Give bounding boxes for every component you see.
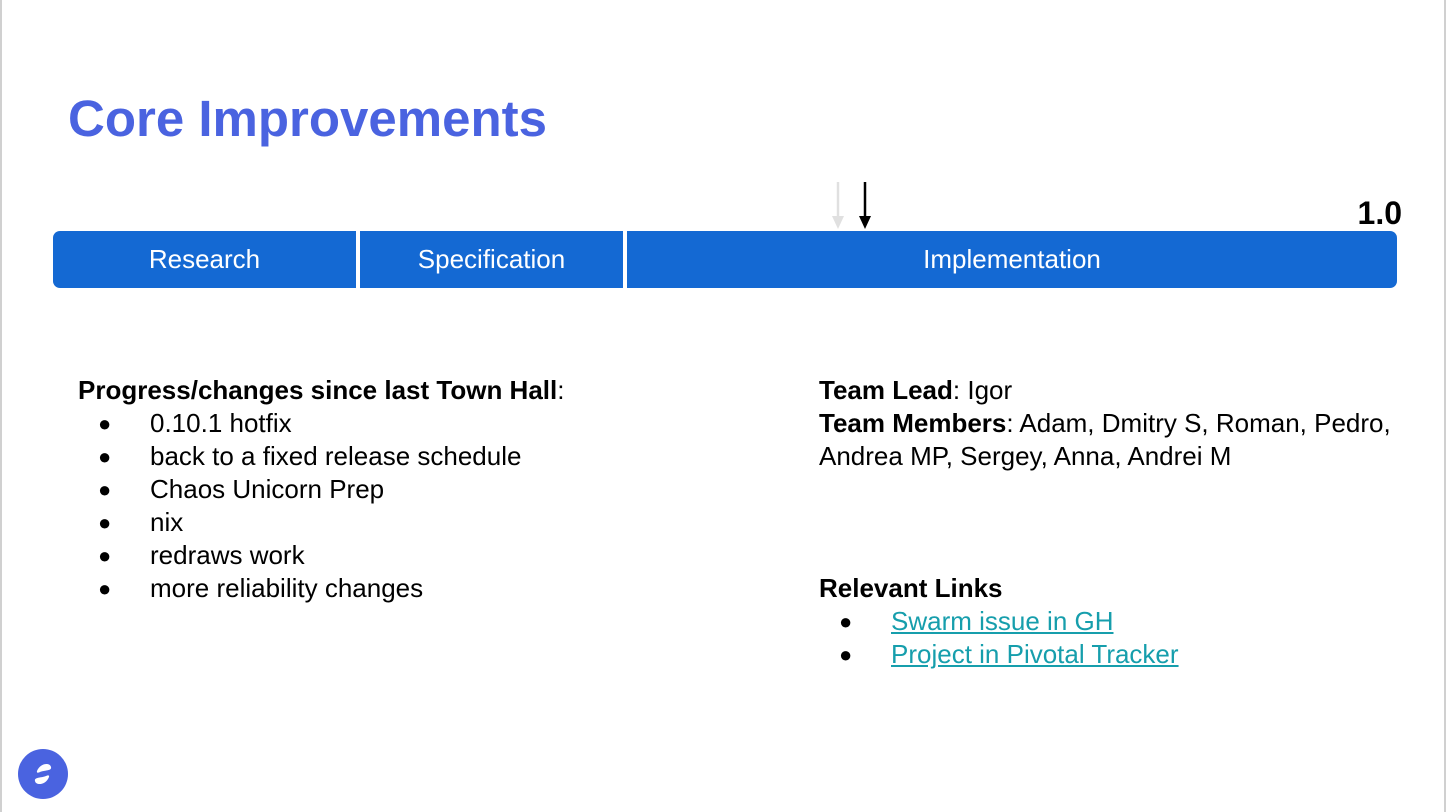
team-members	[819, 407, 1419, 473]
list-item	[78, 506, 758, 539]
previous-position-arrow-icon	[830, 182, 846, 230]
bullet-icon: ●	[98, 411, 112, 436]
list-item	[819, 605, 1419, 638]
list-item-text: Chaos Unicorn Prep	[150, 474, 385, 504]
progress-heading	[78, 374, 758, 407]
list-item	[78, 440, 758, 473]
list-item	[78, 473, 758, 506]
phase-specification: Specification	[360, 231, 623, 288]
link-swarm-issue[interactable]: Swarm issue in GH	[891, 606, 1114, 636]
current-position-arrow-icon	[857, 182, 873, 230]
links-list	[819, 605, 1419, 671]
links-section	[819, 572, 1419, 671]
version-marker: 1.0	[1357, 195, 1402, 231]
bullet-icon: ●	[839, 642, 853, 667]
list-item-text: redraws work	[150, 540, 305, 570]
phase-timeline	[53, 231, 1397, 288]
progress-heading-label: Progress/changes since last Town Hall	[78, 375, 558, 405]
status-logo-icon	[18, 749, 68, 799]
list-item-text: more reliability changes	[150, 573, 424, 603]
bullet-icon: ●	[98, 444, 112, 469]
list-item	[78, 407, 758, 440]
team-members-label: Team Members	[819, 408, 1007, 438]
phase-research: Research	[53, 231, 356, 288]
list-item-text: nix	[150, 507, 184, 537]
slide-title: Core Improvements	[68, 90, 547, 147]
bullet-icon: ●	[839, 609, 853, 634]
team-lead	[819, 374, 1419, 407]
bullet-icon: ●	[98, 576, 112, 601]
list-item-text: 0.10.1 hotfix	[150, 408, 292, 438]
bullet-icon: ●	[98, 510, 112, 535]
bullet-icon: ●	[98, 477, 112, 502]
phase-implementation: Implementation	[627, 231, 1397, 288]
team-members-value: : Adam, Dmitry S, Roman, Pedro, Andrea MP, Sergey, Anna, Andrei M	[819, 408, 1391, 471]
list-item-text: back to a fixed release schedule	[150, 441, 522, 471]
list-item	[78, 539, 758, 572]
links-heading: Relevant Links	[819, 573, 1003, 603]
progress-heading-suffix: :	[557, 375, 565, 405]
progress-section	[78, 374, 758, 605]
link-pivotal-tracker[interactable]: Project in Pivotal Tracker	[891, 639, 1179, 669]
list-item	[78, 572, 758, 605]
team-section	[819, 374, 1419, 473]
team-lead-label: Team Lead	[819, 375, 953, 405]
list-item	[819, 638, 1419, 671]
progress-list	[78, 407, 758, 605]
team-lead-value: : Igor	[952, 375, 1013, 405]
bullet-icon: ●	[98, 543, 112, 568]
